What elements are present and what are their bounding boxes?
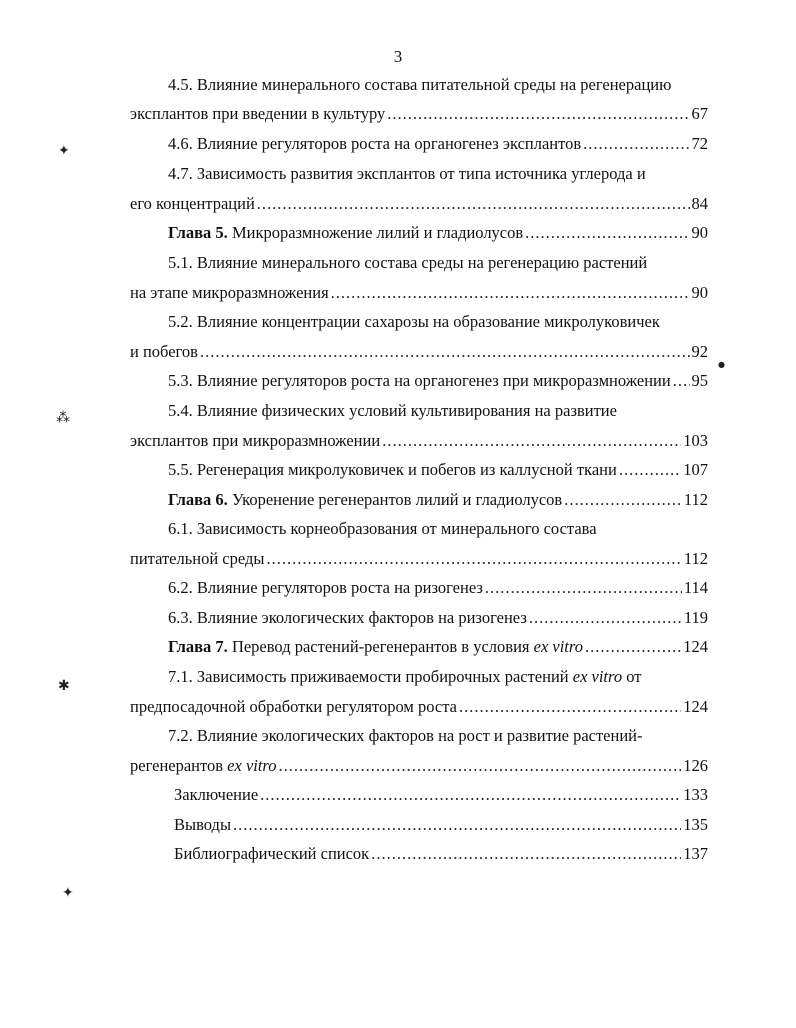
toc-entry-5-5: 5.5. Регенерация микролуковичек и побегов из каллусной ткани ..... 107 (168, 459, 708, 481)
toc-page-number: 107 (683, 460, 708, 479)
scan-mark: ✦ (62, 885, 74, 901)
toc-page-number: 92 (691, 342, 708, 361)
toc-bibliography: Библиографический список ..... 137 (174, 843, 708, 865)
toc-page-number: 112 (683, 490, 708, 509)
toc-entry-4-7-line2: его концентраций ..... 84 (130, 193, 708, 215)
toc-page-number: 112 (683, 549, 708, 568)
toc-entry-5-2-line2: и побегов ..... 92 (130, 341, 708, 363)
toc-entry-5-1-line1: 5.1. Влияние минерального состава среды на регенерацию растений (168, 253, 648, 272)
toc-entry-5-2-line1: 5.2. Влияние концентрации сахарозы на образование микролуковичек (168, 312, 660, 331)
toc-entry-7-2-line2: регенерантов ex vitro ..... 126 (130, 755, 708, 777)
toc-page-number: 103 (683, 431, 708, 450)
toc-page-number: 90 (691, 283, 708, 302)
toc-entry-5-3: 5.3. Влияние регуляторов роста на органогенез при микроразмножении ..... 95 (168, 370, 708, 392)
page-number: 3 (393, 47, 403, 66)
toc-page-number: 133 (683, 785, 708, 804)
toc-entry-5-4-line2: эксплантов при микроразмножении ..... 103 (130, 430, 708, 452)
toc-chapter-6: Глава 6. Укоренение регенерантов лилий и гладиолусов ..... 112 (168, 489, 708, 511)
toc-page-number: 114 (683, 578, 708, 597)
toc-entry-6-1-line1: 6.1. Зависимость корнеобразования от минерального состава (168, 519, 597, 538)
toc-findings: Выводы ..... 135 (174, 814, 708, 836)
toc-entry-7-1-line2: предпосадочной обработки регулятором роста ..... 124 (130, 696, 708, 718)
toc-entry-7-2-line1: 7.2. Влияние экологических факторов на рост и развитие растений- (168, 726, 643, 745)
toc-chapter-5: Глава 5. Микроразмножение лилий и гладиолусов ..... 90 (168, 222, 708, 244)
toc-page-number: 124 (683, 697, 708, 716)
toc-entry-5-1-line2: на этапе микроразмножения ..... 90 (130, 282, 708, 304)
toc-entry-6-1-line2: питательной среды ..... 112 (130, 548, 708, 570)
toc-entry-4-5-line2: эксплантов при введении в культуру ..... 67 (130, 103, 708, 125)
scan-mark: ⁂ (56, 410, 70, 426)
toc-page-number: 90 (691, 223, 708, 242)
toc-page-number: 135 (683, 815, 708, 834)
scan-mark: ✦ (58, 143, 70, 159)
toc-page-number: 137 (683, 844, 708, 863)
toc-entry-7-1-line1: 7.1. Зависимость приживаемости пробирочных растений ex vitro от (168, 667, 642, 686)
toc-conclusion: Заключение ..... 133 (174, 784, 708, 806)
toc-entry-4-7-line1: 4.7. Зависимость развития эксплантов от типа источника углерода и (168, 164, 646, 183)
toc-page-number: 126 (683, 756, 708, 775)
toc-page-number: 124 (683, 637, 708, 656)
toc-page-number: 119 (683, 608, 708, 627)
toc-page-number: 95 (691, 371, 708, 390)
toc-entry-6-2: 6.2. Влияние регуляторов роста на ризогенез ..... 114 (168, 577, 708, 599)
scan-mark: ✱ (58, 678, 70, 694)
toc-entry-4-5-line1: 4.5. Влияние минерального состава питательной среды на регенерацию (168, 75, 672, 94)
toc-entry-5-4-line1: 5.4. Влияние физических условий культивирования на развитие (168, 401, 617, 420)
toc-entry-4-6: 4.6. Влияние регуляторов роста на органогенез эксплантов ..... 72 (168, 133, 708, 155)
scan-dot: ● (718, 360, 725, 369)
toc-entry-6-3: 6.3. Влияние экологических факторов на ризогенез ..... 119 (168, 607, 708, 629)
toc-page-number: 67 (691, 104, 708, 123)
toc-chapter-7: Глава 7. Перевод растений-регенерантов в условия ex vitro ..... 124 (168, 636, 708, 658)
toc-page-number: 72 (691, 134, 708, 153)
toc-page-number: 84 (691, 194, 708, 213)
